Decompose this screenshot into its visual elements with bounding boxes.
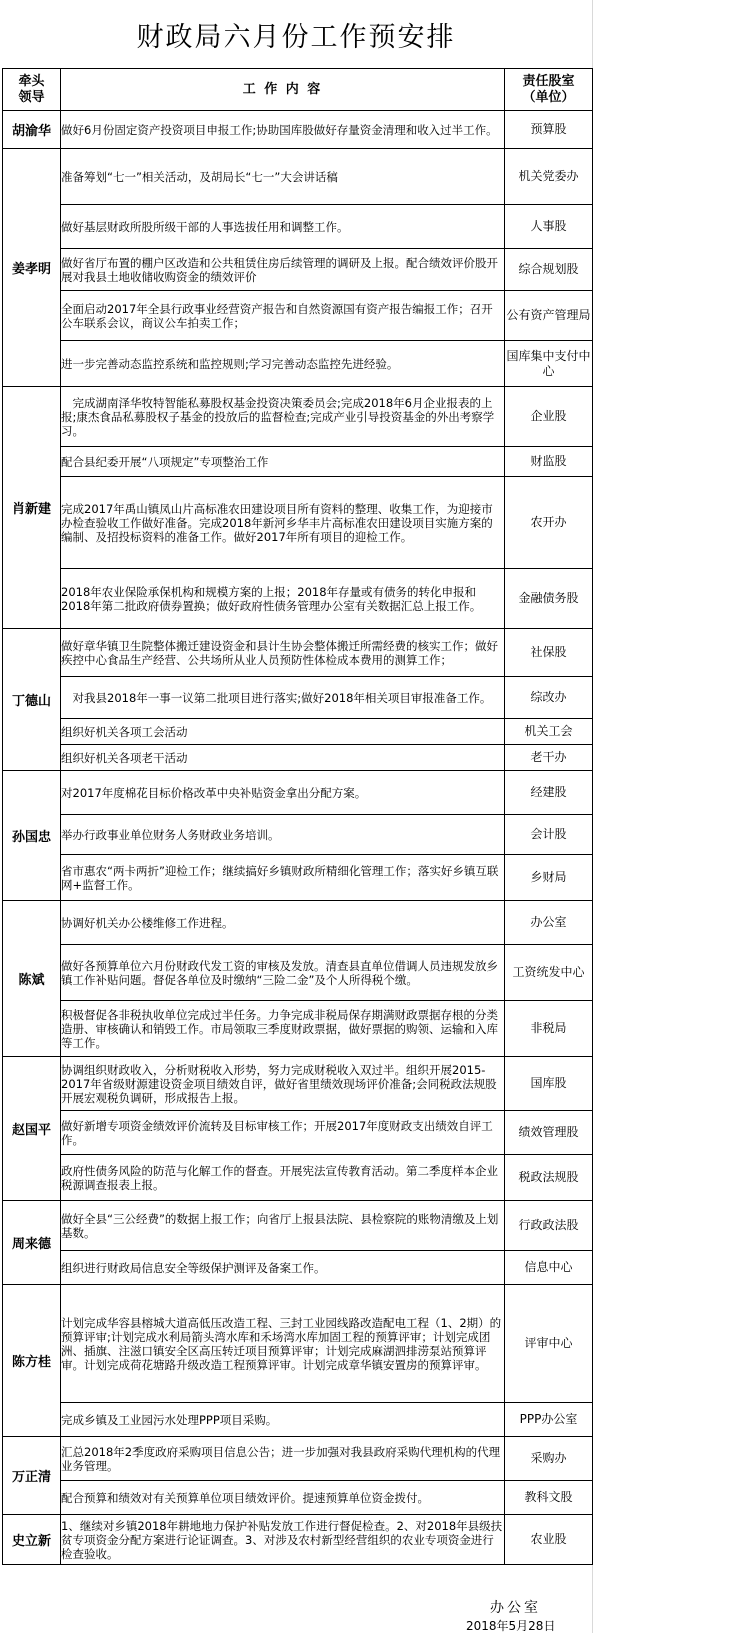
task-cell: 2018年农业保险承保机构和规模方案的上报；2018年存量或有债务的转化申报和2018年第二批政府债券置换；做好政府性债务管理办公室有关数据汇总上报工作。	[61, 569, 505, 629]
table-row	[3, 1251, 593, 1285]
task-cell: 政府性债务风险的防范与化解工作的督查。开展宪法宣传教育活动。第二季度样本企业税源调查报表上报。	[61, 1155, 505, 1201]
leader-cell: 万正清	[3, 1437, 61, 1515]
dept-cell: 国库集中支付中心	[505, 341, 593, 387]
dept-cell: 机关党委办	[505, 149, 593, 205]
table-row	[3, 1201, 593, 1251]
task-cell: 积极督促各非税执收单位完成过半任务。力争完成非税局保存期满财政票据存根的分类造册、审核确认和销毁工作。市局领取三季度财政票据，做好票据的购领、运输和入库等工作。	[61, 1001, 505, 1057]
dept-cell: 国库股	[505, 1057, 593, 1111]
dept-cell: 行政政法股	[505, 1201, 593, 1251]
leader-cell: 陈斌	[3, 901, 61, 1057]
dept-cell: 会计股	[505, 815, 593, 855]
work-schedule-table	[2, 68, 593, 1565]
dept-cell: 教科文股	[505, 1481, 593, 1515]
dept-cell: 工资统发中心	[505, 945, 593, 1001]
table-row	[3, 291, 593, 341]
table-row	[3, 901, 593, 945]
table-row	[3, 1057, 593, 1111]
table-row	[3, 249, 593, 291]
table-row	[3, 569, 593, 629]
table-body	[3, 111, 593, 1565]
table-row	[3, 1481, 593, 1515]
dept-cell: 预算股	[505, 111, 593, 149]
table-row	[3, 945, 593, 1001]
table-header-row	[3, 69, 593, 111]
header-dept-line1: 责任股室	[522, 73, 575, 89]
task-cell: 对我县2018年一事一议第二批项目进行落实;做好2018年相关项目审报准备工作。	[61, 677, 505, 719]
task-cell: 汇总2018年2季度政府采购项目信息公告；进一步加强对我县政府采购代理机构的代理业务管理。	[61, 1437, 505, 1481]
table-row	[3, 855, 593, 901]
dept-cell: 绩效管理股	[505, 1111, 593, 1155]
table-row	[3, 1437, 593, 1481]
task-cell: 举办行政事业单位财务人务财政业务培训。	[61, 815, 505, 855]
dept-cell: 社保股	[505, 629, 593, 677]
task-cell: 完成乡镇及工业园污水处理PPP项目采购。	[61, 1403, 505, 1437]
table-row	[3, 1515, 593, 1565]
table-row	[3, 815, 593, 855]
task-cell: 配合县纪委开展“八项规定”专项整治工作	[61, 447, 505, 477]
dept-cell: 评审中心	[505, 1285, 593, 1403]
dept-cell: 人事股	[505, 205, 593, 249]
task-cell: 做好新增专项资金绩效评价流转及目标审核工作；开展2017年度财政支出绩效自评工作。	[61, 1111, 505, 1155]
leader-cell: 周来德	[3, 1201, 61, 1285]
table-row	[3, 1111, 593, 1155]
table-row	[3, 149, 593, 205]
leader-cell: 胡渝华	[3, 111, 61, 149]
table-row	[3, 341, 593, 387]
leader-cell: 史立新	[3, 1515, 61, 1565]
task-cell: 组织好机关各项老干活动	[61, 745, 505, 771]
page-title: 财政局六月份工作预安排	[136, 21, 456, 53]
task-cell: 计划完成华容县榕城大道高低压改造工程、三封工业园线路改造配电工程（1、2期）的预算评审;计划完成水利局箭头湾水库和禾场湾水库加固工程的预算评审；计划完成团洲、插旗、注滋口镇安全区高压转迁项目预算评审；计划完成麻湖泗排涝泵站预算评审。计划完成荷花塘路升级改造工程预算评审。计划完成章华镇安置房的预算评审。	[61, 1285, 505, 1403]
header-leader	[3, 69, 61, 111]
task-cell: 1、继续对乡镇2018年耕地地力保护补贴发放工作进行督促检查。2、对2018年县级扶贫专项资金分配方案进行论证调查。3、对涉及农村新型经营组织的农业专项资金进行检查验收。	[61, 1515, 505, 1565]
leader-cell: 陈方桂	[3, 1285, 61, 1437]
task-cell: 做好各预算单位六月份财政代发工资的审核及发放。清查县直单位借调人员违规发放乡镇工作补贴问题。督促各单位及时缴纳“三险二金”及个人所得税个缴。	[61, 945, 505, 1001]
footer-office: 办公室	[490, 1600, 541, 1616]
table-row	[3, 745, 593, 771]
dept-cell: 综改办	[505, 677, 593, 719]
dept-cell: 综合规划股	[505, 249, 593, 291]
header-content: 工 作 内 容	[61, 69, 505, 111]
dept-cell: 农开办	[505, 477, 593, 569]
leader-cell: 赵国平	[3, 1057, 61, 1201]
task-cell: 全面启动2017年全县行政事业经营资产报告和自然资源国有资产报告编报工作；召开公车联系会议，商议公车拍卖工作；	[61, 291, 505, 341]
task-cell: 协调组织财政收入，分析财税收入形势，努力完成财税收入双过半。组织开展2015-2017年省级财源建设资金项目绩效自评，做好省里绩效现场评价准备;会同税政法规股开展宏观税负调研，形成报告上报。	[61, 1057, 505, 1111]
dept-cell: 老干办	[505, 745, 593, 771]
dept-cell: 税政法规股	[505, 1155, 593, 1201]
header-dept-line2: （单位）	[522, 89, 575, 105]
table-row	[3, 771, 593, 815]
table-row	[3, 205, 593, 249]
task-cell: 组织进行财政局信息安全等级保护测评及备案工作。	[61, 1251, 505, 1285]
dept-cell: 机关工会	[505, 719, 593, 745]
dept-cell: 信息中心	[505, 1251, 593, 1285]
table-row	[3, 677, 593, 719]
task-cell: 省市惠农“两卡两折”迎检工作；继续搞好乡镇财政所精细化管理工作；落实好乡镇互联网+监督工作。	[61, 855, 505, 901]
task-cell: 组织好机关各项工会活动	[61, 719, 505, 745]
task-cell: 准备筹划“七一”相关活动，及胡局长“七一”大会讲话稿	[61, 149, 505, 205]
header-dept	[505, 69, 593, 111]
task-cell: 完成湖南泽华牧特智能私募股权基金投资决策委员会;完成2018年6月企业报表的上报;康杰食品私募股权子基金的投放后的监督检查;完成产业引导投资基金的外出考察学习。	[61, 387, 505, 447]
dept-cell: 采购办	[505, 1437, 593, 1481]
dept-cell: 企业股	[505, 387, 593, 447]
table-row	[3, 1155, 593, 1201]
table-row	[3, 387, 593, 447]
table-row	[3, 477, 593, 569]
dept-cell: 公有资产管理局	[505, 291, 593, 341]
task-cell: 进一步完善动态监控系统和监控规则;学习完善动态监控先进经验。	[61, 341, 505, 387]
leader-cell: 肖新建	[3, 387, 61, 629]
header-leader-line2: 领导	[18, 89, 45, 105]
dept-cell: 金融债务股	[505, 569, 593, 629]
dept-cell: 经建股	[505, 771, 593, 815]
task-cell: 做好章华镇卫生院整体搬迁建设资金和县计生协会整体搬迁所需经费的核实工作；做好疾控中心食品生产经营、公共场所从业人员预防性体检成本费用的测算工作；	[61, 629, 505, 677]
dept-cell: 非税局	[505, 1001, 593, 1057]
leader-cell: 丁德山	[3, 629, 61, 771]
table-row	[3, 1285, 593, 1403]
task-cell: 做好省厅布置的棚户区改造和公共租赁住房后续管理的调研及上报。配合绩效评价股开展对我县土地收储收购资金的绩效评价	[61, 249, 505, 291]
leader-cell: 孙国忠	[3, 771, 61, 901]
dept-cell: 农业股	[505, 1515, 593, 1565]
table-row	[3, 1403, 593, 1437]
task-cell: 对2017年度棉花目标价格改革中央补贴资金拿出分配方案。	[61, 771, 505, 815]
dept-cell: 乡财局	[505, 855, 593, 901]
leader-cell: 姜孝明	[3, 149, 61, 387]
task-cell: 协调好机关办公楼维修工作进程。	[61, 901, 505, 945]
task-cell: 做好6月份固定资产投资项目申报工作;协助国库股做好存量资金清理和收入过半工作。	[61, 111, 505, 149]
table-row	[3, 719, 593, 745]
footer-date: 2018年5月28日	[466, 1619, 556, 1633]
task-cell: 做好全县“三公经费”的数据上报工作；向省厅上报县法院、县检察院的账物清缴及上划基数。	[61, 1201, 505, 1251]
table-row	[3, 447, 593, 477]
task-cell: 做好基层财政所股所级干部的人事选拔任用和调整工作。	[61, 205, 505, 249]
task-cell: 完成2017年禹山镇凤山片高标准农田建设项目所有资料的整理、收集工作，为迎接市办检查验收工作做好准备。完成2018年新河乡华丰片高标准农田建设项目实施方案的编制、及招投标资料的准备工作。做好2017年所有项目的迎检工作。	[61, 477, 505, 569]
table-row	[3, 111, 593, 149]
header-leader-line1: 牵头	[18, 73, 45, 89]
task-cell: 配合预算和绩效对有关预算单位项目绩效评价。提速预算单位资金拨付。	[61, 1481, 505, 1515]
table-row	[3, 1001, 593, 1057]
table-row	[3, 629, 593, 677]
dept-cell: 办公室	[505, 901, 593, 945]
dept-cell: 财监股	[505, 447, 593, 477]
dept-cell: PPP办公室	[505, 1403, 593, 1437]
